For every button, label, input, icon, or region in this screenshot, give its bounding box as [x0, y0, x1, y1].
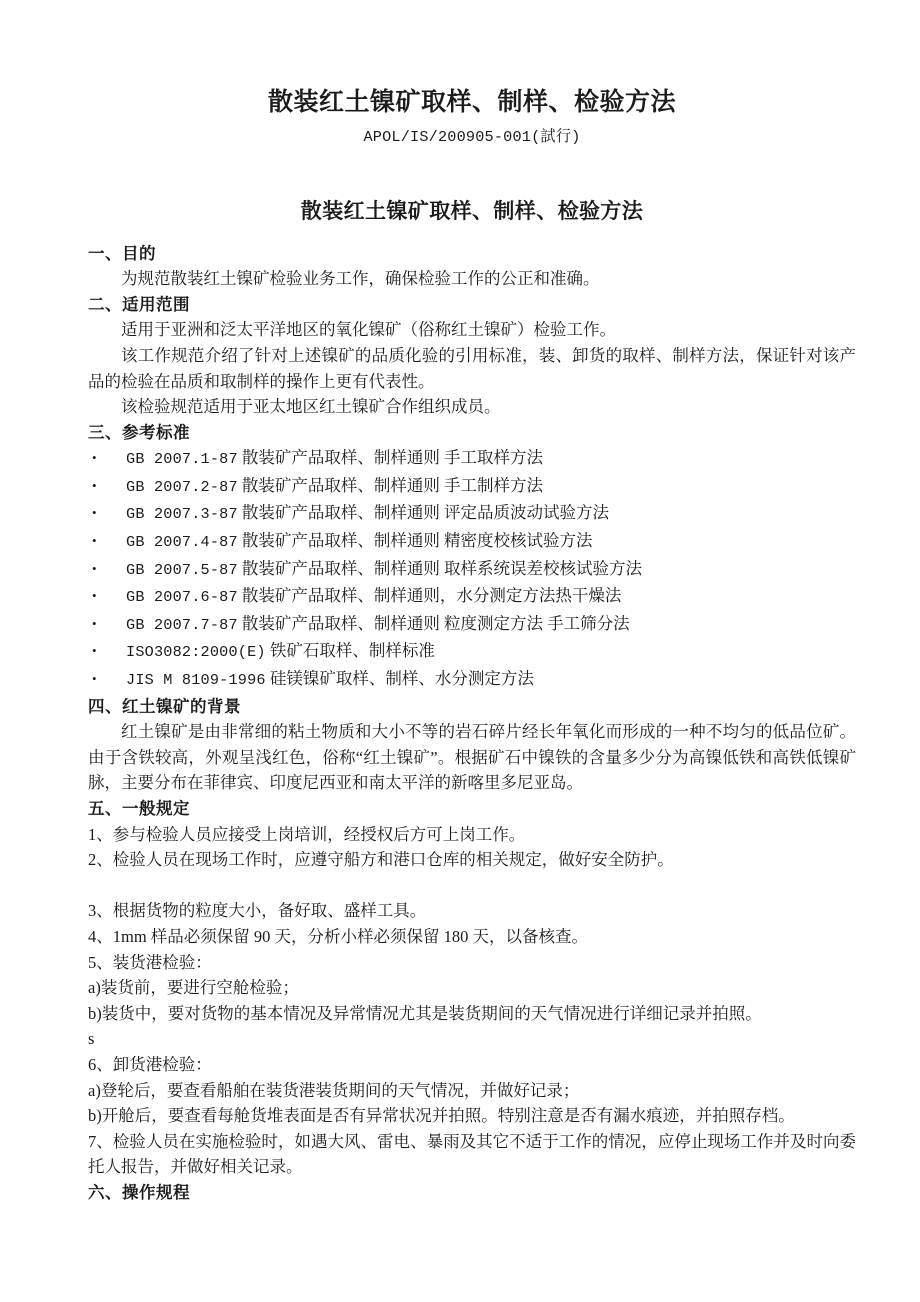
title-block — [88, 86, 856, 225]
reference-text: 散装矿产品取样、制样通则 手工取样方法 — [241, 448, 544, 468]
section-purpose — [88, 241, 856, 292]
reference-text: 散装矿产品取样、制样通则 精密度校核试验方法 — [241, 531, 593, 551]
rule-line-1: 1、参与检验人员应接受上岗培训，经授权后方可上岗工作。 — [88, 824, 526, 844]
section-operating-procedure — [88, 1180, 856, 1206]
list-item — [88, 473, 856, 501]
rule-line-6b: b)开舱后，要查看每舱货堆表面是否有异常状况并拍照。特别注意是否有漏水痕迹，并拍照存档。 — [88, 1106, 795, 1126]
bullet-icon: • — [92, 533, 97, 549]
bullet-icon: • — [92, 477, 97, 493]
list-item — [88, 500, 856, 528]
stray-character: s — [88, 1029, 95, 1049]
reference-code: GB 2007.6-87 — [126, 588, 238, 607]
list-item — [88, 528, 856, 556]
section-heading-general-rules: 五、一般规定 — [88, 799, 190, 819]
list-item — [88, 445, 856, 473]
rule-line-5b: b)装货中，要对货物的基本情况及异常情况尤其是装货期间的天气情况进行详细记录并拍照。 — [88, 1003, 762, 1023]
bullet-icon: • — [92, 450, 97, 466]
section-scope — [88, 292, 856, 420]
scope-paragraph-2: 该工作规范介绍了针对上述镍矿的品质化验的引用标准，装、卸货的取样、制样方法，保证针对该产品的检验在品质和取制样的操作上更有代表性。 — [88, 345, 856, 391]
bullet-icon: • — [92, 560, 97, 576]
rule-line-7: 7、检验人员在实施检验时，如遇大风、雷电、暴雨及其它不适于工作的情况，应停止现场工作并及时向委托人报告，并做好相关记录。 — [88, 1131, 856, 1177]
reference-code: GB 2007.4-87 — [126, 533, 238, 552]
reference-text: 散装矿产品取样、制样通则 粒度测定方法 手工筛分法 — [241, 613, 630, 633]
section-heading-purpose: 一、目的 — [88, 243, 156, 263]
reference-text: 铁矿石取样、制样标准 — [269, 641, 435, 661]
rule-line-2: 2、检验人员在现场工作时，应遵守船方和港口仓库的相关规定，做好安全防护。 — [88, 850, 674, 870]
list-item — [88, 666, 856, 694]
bullet-icon: • — [92, 588, 97, 604]
rule-line-3: 3、根据货物的粒度大小，备好取、盛样工具。 — [88, 901, 427, 921]
document-content — [88, 0, 856, 1206]
rule-line-4: 4、1mm 样品必须保留 90 天，分析小样必须保留 180 天，以备核查。 — [88, 926, 589, 946]
reference-code: GB 2007.7-87 — [126, 615, 238, 634]
bullet-icon: • — [92, 643, 97, 659]
rule-line-6a: a)登轮后，要查看船舶在装货港装货期间的天气情况，并做好记录； — [88, 1080, 580, 1100]
reference-code: ISO3082:2000(E) — [126, 643, 266, 662]
list-item — [88, 556, 856, 584]
reference-code: GB 2007.2-87 — [126, 477, 238, 496]
section-background — [88, 694, 856, 796]
reference-text: 散装矿产品取样、制样通则 取样系统误差校核试验方法 — [241, 558, 643, 578]
rule-line-5: 5、装货港检验： — [88, 952, 212, 972]
rule-line-5a: a)装货前，要进行空舱检验； — [88, 978, 299, 998]
reference-text: 散装矿产品取样、制样通则，水分测定方法热干燥法 — [241, 586, 622, 606]
reference-text: 硅镁镍矿取样、制样、水分测定方法 — [269, 669, 534, 689]
bullet-icon: • — [92, 505, 97, 521]
scope-paragraph-3: 该检验规范适用于亚太地区红土镍矿合作组织成员。 — [121, 397, 501, 417]
section-general-rules — [88, 796, 856, 1180]
page-title: 散装红土镍矿取样、制样、检验方法 — [267, 89, 676, 116]
list-item — [88, 583, 856, 611]
document-code: APOL/IS/200905-001(試行) — [363, 127, 581, 146]
reference-text: 散装矿产品取样、制样通则 评定品质波动试验方法 — [241, 503, 610, 523]
section-heading-operating-procedure: 六、操作规程 — [88, 1182, 190, 1202]
background-paragraph: 红土镍矿是由非常细的粘土物质和大小不等的岩石碎片经长年氧化而形成的一种不均匀的低品位矿。由于含铁较高，外观呈浅红色，俗称“红土镍矿”。根据矿石中镍铁的含量多少分为高镍低铁和高铁低镍矿脉，主要分布在菲律宾、印度尼西亚和南太平洋的新喀里多尼亚岛。 — [88, 722, 856, 793]
list-item — [88, 638, 856, 666]
reference-code: GB 2007.1-87 — [126, 450, 238, 469]
blank-line — [88, 873, 856, 899]
purpose-paragraph: 为规范散装红土镍矿检验业务工作，确保检验工作的公正和准确。 — [121, 269, 600, 289]
reference-code: JIS M 8109-1996 — [126, 671, 266, 690]
section-heading-background: 四、红土镍矿的背景 — [88, 696, 241, 716]
section-references — [88, 420, 856, 694]
list-item — [88, 611, 856, 639]
reference-standard-list — [88, 445, 856, 693]
reference-code: GB 2007.5-87 — [126, 560, 238, 579]
reference-text: 散装矿产品取样、制样通则 手工制样方法 — [241, 475, 544, 495]
rule-line-6: 6、卸货港检验： — [88, 1054, 212, 1074]
bullet-icon: • — [92, 615, 97, 631]
section-heading-scope: 二、适用范围 — [88, 294, 190, 314]
reference-code: GB 2007.3-87 — [126, 505, 238, 524]
bullet-icon: • — [92, 671, 97, 687]
document-secondary-title: 散装红土镍矿取样、制样、检验方法 — [300, 198, 644, 223]
scope-paragraph-1: 适用于亚洲和泛太平洋地区的氧化镍矿（俗称红土镍矿）检验工作。 — [121, 320, 616, 340]
section-heading-references: 三、参考标准 — [88, 422, 190, 442]
